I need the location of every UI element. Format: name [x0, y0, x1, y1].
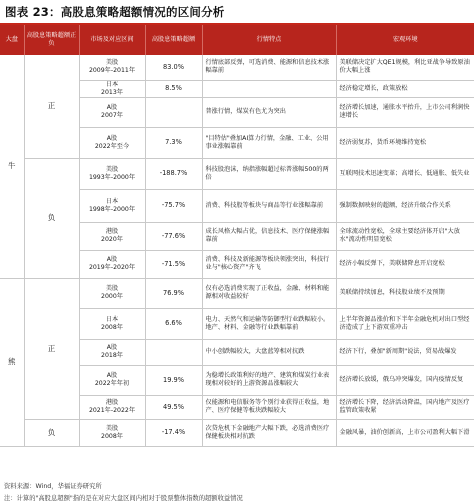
period-cell: A股 2018年: [79, 339, 145, 365]
macro-cell: 经济增长加速，通胀水平抬升，上市公司利润快速增长: [336, 97, 474, 127]
excess-cell: -71.5%: [145, 250, 202, 278]
excess-cell: 83.0%: [145, 55, 202, 80]
period-cell: 港股 2020年: [79, 222, 145, 250]
feature-cell: 仅有必选消费实现了正收益，金融、材料和能源相对收益较好: [202, 278, 336, 308]
excess-cell: -75.7%: [145, 189, 202, 222]
excess-cell: 6.6%: [145, 308, 202, 339]
excess-cell: -188.7%: [145, 158, 202, 189]
header-row: [0, 25, 474, 55]
table-row: [0, 158, 474, 189]
feature-cell: 成长风格大幅占优，信息技术、医疗保健涨幅靠前: [202, 222, 336, 250]
market-cell: 熊: [0, 278, 24, 446]
source-note: 资料来源：Wind，华福证券研究所: [4, 483, 102, 490]
period-cell: 日本 1998年-2000年: [79, 189, 145, 222]
header-period: 市场及对应区间: [79, 25, 145, 55]
table-row: [0, 55, 474, 80]
macro-cell: 经济弱复苏，货币环境维持宽松: [336, 127, 474, 158]
header-feature: 行情特点: [202, 25, 336, 55]
period-cell: 美股 2000年: [79, 278, 145, 308]
feature-cell: 消费、科技股等板块与商品等行业涨幅靠前: [202, 189, 336, 222]
macro-cell: 经济增长放缓，俄乌冲突爆发，国内疫情反复: [336, 365, 474, 395]
excess-cell: 76.9%: [145, 278, 202, 308]
analysis-table: [0, 25, 474, 447]
macro-cell: 经济下行，叠加"新周期"说法，贸易战爆发: [336, 339, 474, 365]
table-row: [0, 278, 474, 308]
feature-cell: 为稳增长政策利好的地产、建筑和煤炭行业表现相对较好的上游资源品涨幅较大: [202, 365, 336, 395]
macro-cell: 互联网技术迅速变革；高增长、低通胀、低失业: [336, 158, 474, 189]
excess-cell: 49.5%: [145, 395, 202, 419]
macro-cell: 金融风暴，油价创新高，上市公司盈利大幅下滑: [336, 419, 474, 446]
excess-cell: 8.5%: [145, 80, 202, 97]
table-row: [0, 419, 474, 446]
sign-cell: 正: [24, 55, 79, 158]
period-cell: A股 2007年: [79, 97, 145, 127]
period-cell: 日本 2013年: [79, 80, 145, 97]
table-body: [0, 55, 474, 446]
excess-cell: -17.4%: [145, 419, 202, 446]
feature-cell: 行情底部反弹，可选消费、能源和信息技术涨幅靠前: [202, 55, 336, 80]
feature-cell: 科技股泡沫，纳指涨幅超过标普涨幅500的两倍: [202, 158, 336, 189]
period-cell: A股 2022年年初: [79, 365, 145, 395]
period-cell: 美股 2009年-2011年: [79, 55, 145, 80]
feature-cell: [202, 80, 336, 97]
macro-cell: 上半年资源品涨价和下半年金融危机对出口型经济造成了上下游双重冲击: [336, 308, 474, 339]
figure-title: 图表 23：高股息策略超额情况的区间分析: [5, 5, 225, 19]
sign-cell: 正: [24, 278, 79, 419]
header-sign: 高股息策略超额正负: [24, 25, 79, 55]
feature-cell: 普涨行情，煤炭有色尤为突出: [202, 97, 336, 127]
period-cell: 美股 2008年: [79, 419, 145, 446]
feature-cell: 中小创跌幅较大，大盘蓝筹相对抗跌: [202, 339, 336, 365]
feature-cell: 仅能源和电信服务等个别行业获得正收益，地产、医疗保健等板块跌幅较大: [202, 395, 336, 419]
excess-cell: 7.3%: [145, 127, 202, 158]
period-cell: 日本 2008年: [79, 308, 145, 339]
feature-cell: 消费、科技及新能源等板块领涨突出，科技行业与"核心资产"齐飞: [202, 250, 336, 278]
sign-cell: 负: [24, 158, 79, 278]
excess-cell: 19.9%: [145, 365, 202, 395]
excess-cell: [145, 339, 202, 365]
macro-cell: 美联储持续加息，科技股业绩不及预期: [336, 278, 474, 308]
header-market: 大盘: [0, 25, 24, 55]
feature-cell: "目特估"叠加AI算力行情，金融、工业、公用事业涨幅靠前: [202, 127, 336, 158]
macro-cell: 经济小幅反弹下，美联储降息开启宽松: [336, 250, 474, 278]
excess-cell: -77.6%: [145, 222, 202, 250]
feature-cell: 次贷危机下金融地产大幅下跌，必选消费医疗保健板块相对抗跌: [202, 419, 336, 446]
feature-cell: 电力、天然气和运输等防御型行业跌幅较小。地产、材料、金融等行业跌幅靠前: [202, 308, 336, 339]
period-cell: 港股 2021年-2022年: [79, 395, 145, 419]
period-cell: A股 2019年-2020年: [79, 250, 145, 278]
period-cell: A股 2022年至今: [79, 127, 145, 158]
macro-cell: 全球流动性宽松，全球主要经济体开启"大放水"流动性明显宽松: [336, 222, 474, 250]
macro-cell: 经济稳定增长，政策放松: [336, 80, 474, 97]
header-macro: 宏观环境: [336, 25, 474, 55]
macro-cell: 经济增长下降，经济活动降温，国内地产及医疗监管政策收紧: [336, 395, 474, 419]
footnote: 注：计算的"高股息超额"指的是在对应大盘区间内相对于股票整体指数的超额收益情况: [4, 495, 243, 502]
market-cell: 牛: [0, 55, 24, 278]
excess-cell: [145, 97, 202, 127]
period-cell: 美股 1993年-2000年: [79, 158, 145, 189]
macro-cell: 美联储决定扩大QE1规模，利比亚战争导致原油价大幅上涨: [336, 55, 474, 80]
sign-cell: 负: [24, 419, 79, 446]
header-excess: 高股息策略超额: [145, 25, 202, 55]
macro-cell: 强制数据映射的超额，经济升级合作关系: [336, 189, 474, 222]
